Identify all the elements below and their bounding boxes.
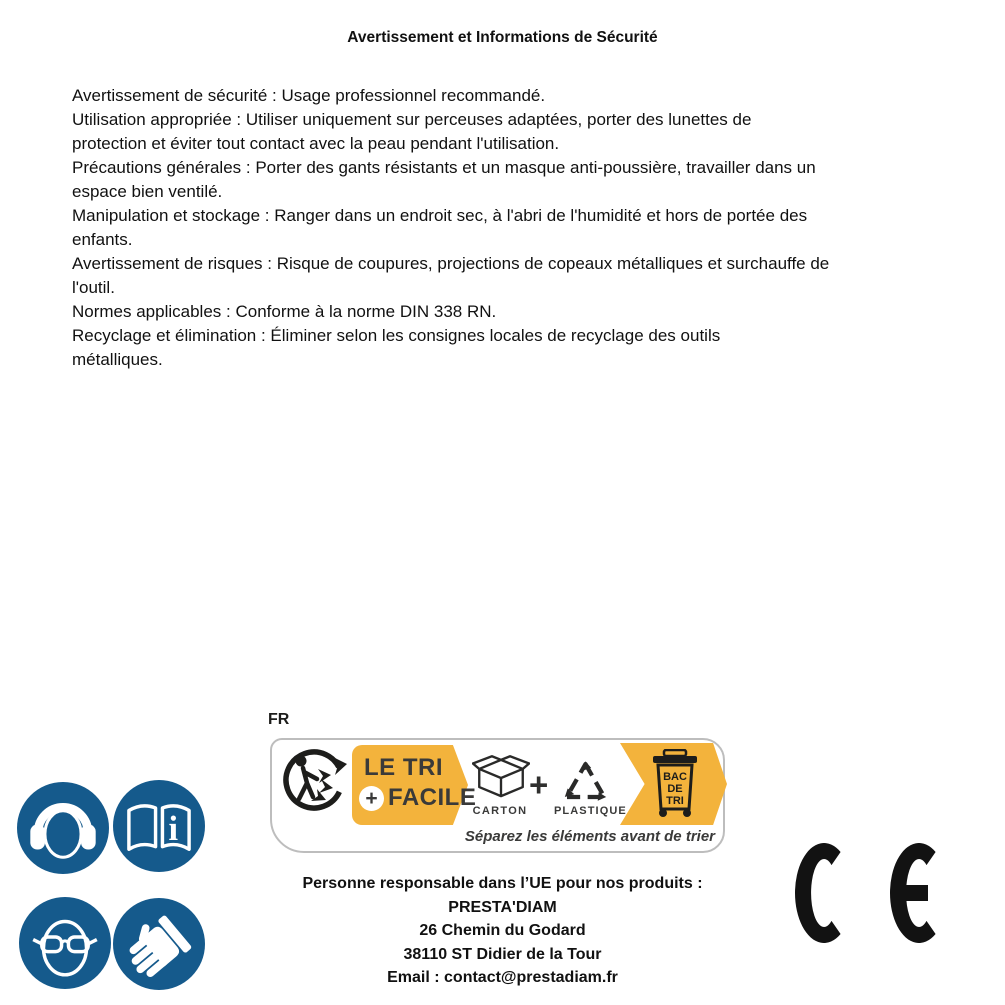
safety-text-line: Précautions générales : Porter des gants résistants et un masque anti-poussière, travailler dans un [72,158,816,177]
country-code-label: FR [268,711,290,728]
safety-text-line: Recyclage et élimination : Éliminer selon les consignes locales de recyclage des outils [72,326,721,345]
tri-facile-plus: + [365,786,378,810]
bin-text-line: DE [667,783,683,795]
bin-text-line: BAC [663,771,687,783]
safety-text-line: Utilisation appropriée : Utiliser uniquement sur perceuses adaptées, porter des lunettes de [72,110,752,129]
info-tri-logo [270,738,725,853]
safety-text-line: enfants. [72,230,133,249]
page-title: Avertissement et Informations de Sécurité [347,29,658,46]
triman-icon [281,745,351,815]
recycling-triangle-icon [562,758,609,804]
ce-marking-icon [795,843,940,943]
address-line: Personne responsable dans l’UE pour nos produits : [302,875,703,892]
read-instruction-manual-icon [113,780,205,872]
address-line: 38110 ST Didier de la Tour [403,945,602,963]
bin-text-line: TRI [666,795,684,807]
safety-text-line: Manipulation et stockage : Ranger dans un endroit sec, à l'abri de l'humidité et hors de portée des [72,206,808,225]
carton-label: CARTON [472,805,528,817]
sorting-bin-icon [650,749,700,819]
plastique-label: PLASTIQUE [554,805,627,817]
safety-text-line: Normes applicables : Conforme à la norme DIN 338 RN. [72,302,497,321]
tri-facile-text-line1: LE TRI [364,754,443,781]
safety-text-line: métalliques. [72,350,163,369]
safety-text-line: protection et éviter tout contact avec la peau pendant l'utilisation. [72,134,560,153]
safety-text-line: espace bien ventilé. [72,182,223,201]
wear-ear-protection-icon [17,782,109,874]
safety-text-block [72,84,829,372]
safety-text-line: Avertissement de risques : Risque de coupures, projections de copeaux métalliques et surchauffe de [72,254,830,273]
safety-text-line: Avertissement de sécurité : Usage professionnel recommandé. [72,86,546,105]
materials-plus-sign: + [529,766,549,803]
tri-facile-plus-badge [359,786,384,811]
safety-text-line: l'outil. [72,278,115,297]
address-line: PRESTA'DIAM [448,898,557,916]
tri-facile-text-line2: FACILE [388,784,477,811]
sorting-tagline: Séparez les éléments avant de trier [464,828,715,845]
svg-text:i: i [168,809,179,848]
address-line: 26 Chemin du Godard [419,922,586,939]
cardboard-box-icon [472,752,530,804]
address-line: Email : contact@prestadiam.fr [387,969,618,986]
